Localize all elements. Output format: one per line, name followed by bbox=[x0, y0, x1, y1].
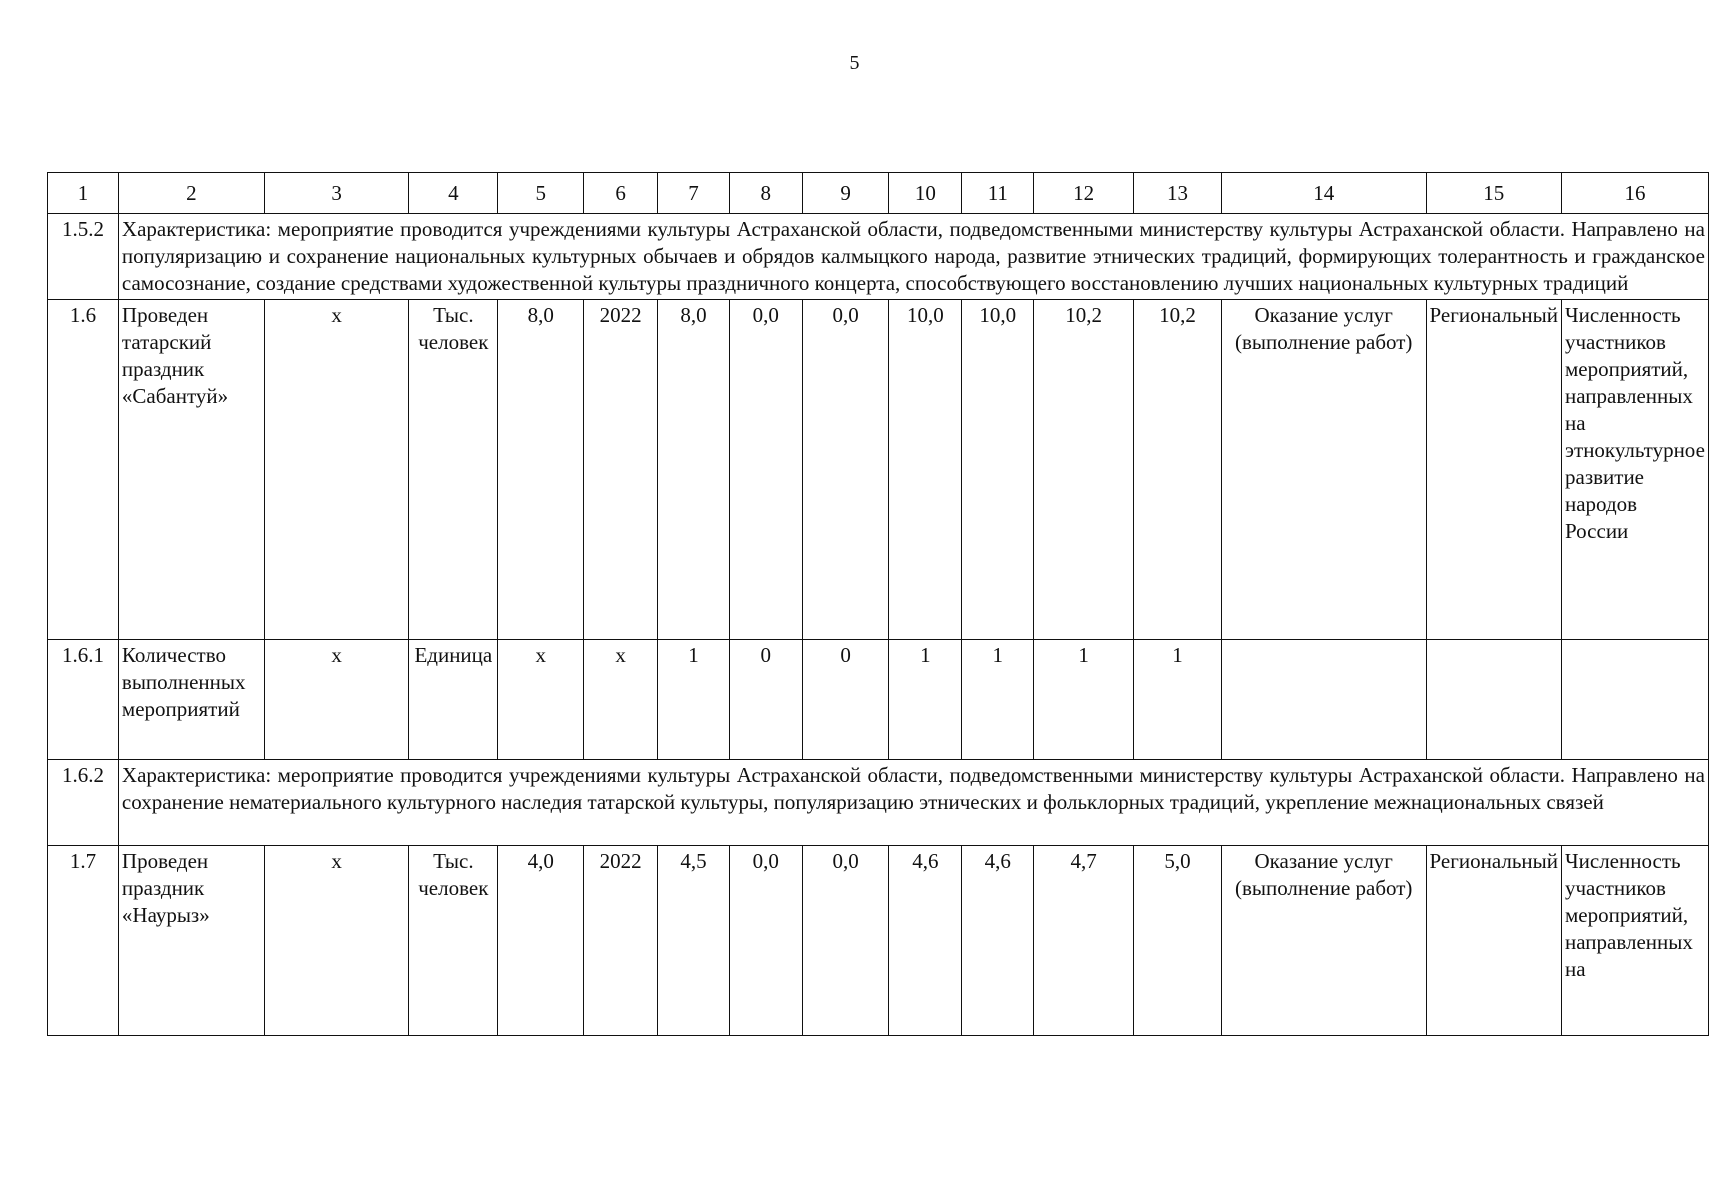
cell-col3: х bbox=[264, 640, 409, 760]
event-name: Проведен татарский праздник «Сабантуй» bbox=[118, 300, 264, 640]
unit-cell: Тыс. человек bbox=[409, 300, 498, 640]
characteristic-row bbox=[48, 760, 1709, 846]
row-number: 1.5.2 bbox=[48, 214, 119, 300]
characteristic-text: Характеристика: мероприятие проводится учреждениями культуры Астраханской области, подведомственными министерству культуры Астраханской области. Направлено на сохранение нематериального культурного наследия татарской культуры, популяризацию этнических и фольклорных традиций, укрепление межнациональных связей bbox=[118, 760, 1708, 846]
cell-col5: х bbox=[498, 640, 584, 760]
cell-col5: 8,0 bbox=[498, 300, 584, 640]
event-name: Количество выполненных мероприятий bbox=[118, 640, 264, 760]
column-number-header-row bbox=[48, 173, 1709, 214]
header-cell: 4 bbox=[409, 173, 498, 214]
page-number: 5 bbox=[849, 52, 860, 74]
header-cell: 7 bbox=[658, 173, 730, 214]
cell-col13: 1 bbox=[1134, 640, 1222, 760]
indicators-table bbox=[47, 172, 1709, 1036]
unit-cell: Единица bbox=[409, 640, 498, 760]
header-cell: 13 bbox=[1134, 173, 1222, 214]
cell-col7: 4,5 bbox=[658, 846, 730, 1036]
header-cell: 6 bbox=[584, 173, 658, 214]
cell-col8: 0,0 bbox=[729, 300, 802, 640]
header-cell: 10 bbox=[889, 173, 962, 214]
unit-cell: Тыс. человек bbox=[409, 846, 498, 1036]
cell-col11: 10,0 bbox=[962, 300, 1034, 640]
cell-col3: х bbox=[264, 846, 409, 1036]
cell-col6: 2022 bbox=[584, 300, 658, 640]
cell-col10: 1 bbox=[889, 640, 962, 760]
cell-col12: 10,2 bbox=[1034, 300, 1134, 640]
header-cell: 14 bbox=[1221, 173, 1426, 214]
indicator-cell bbox=[1562, 640, 1709, 760]
header-cell: 9 bbox=[802, 173, 889, 214]
characteristic-text: Характеристика: мероприятие проводится учреждениями культуры Астраханской области, подведомственными министерству культуры Астраханской области. Направлено на популяризацию и сохранение национальных культурных обычаев и обрядов калмыцкого народа, развитие этнических традиций, формирующих толерантность и гражданское самосознание, создание средствами художественной культуры праздничного концерта, способствующего восстановлению лучших национальных культурных традиций bbox=[118, 214, 1708, 300]
indicator-cell: Численность участников мероприятий, направленных на этнокультурное развитие народов России bbox=[1562, 300, 1709, 640]
cell-col10: 4,6 bbox=[889, 846, 962, 1036]
cell-col9: 0,0 bbox=[802, 300, 889, 640]
cell-col11: 1 bbox=[962, 640, 1034, 760]
indicator-cell: Численность участников мероприятий, направленных на bbox=[1562, 846, 1709, 1036]
header-cell: 15 bbox=[1426, 173, 1561, 214]
header-cell: 1 bbox=[48, 173, 119, 214]
table-row bbox=[48, 640, 1709, 760]
cell-col11: 4,6 bbox=[962, 846, 1034, 1036]
cell-col8: 0,0 bbox=[729, 846, 802, 1036]
row-number: 1.6.1 bbox=[48, 640, 119, 760]
service-type-cell: Оказание услуг (выполнение работ) bbox=[1221, 300, 1426, 640]
cell-col7: 8,0 bbox=[658, 300, 730, 640]
cell-col3: х bbox=[264, 300, 409, 640]
table-row bbox=[48, 846, 1709, 1036]
cell-col12: 4,7 bbox=[1034, 846, 1134, 1036]
table-row bbox=[48, 300, 1709, 640]
cell-col13: 10,2 bbox=[1134, 300, 1222, 640]
row-number: 1.6.2 bbox=[48, 760, 119, 846]
header-cell: 16 bbox=[1562, 173, 1709, 214]
row-number: 1.6 bbox=[48, 300, 119, 640]
cell-col10: 10,0 bbox=[889, 300, 962, 640]
header-cell: 11 bbox=[962, 173, 1034, 214]
level-cell: Региональный bbox=[1426, 846, 1561, 1036]
service-type-cell bbox=[1221, 640, 1426, 760]
cell-col6: 2022 bbox=[584, 846, 658, 1036]
cell-col7: 1 bbox=[658, 640, 730, 760]
cell-col5: 4,0 bbox=[498, 846, 584, 1036]
row-number: 1.7 bbox=[48, 846, 119, 1036]
service-type-cell: Оказание услуг (выполнение работ) bbox=[1221, 846, 1426, 1036]
cell-col12: 1 bbox=[1034, 640, 1134, 760]
header-cell: 8 bbox=[729, 173, 802, 214]
header-cell: 12 bbox=[1034, 173, 1134, 214]
cell-col9: 0 bbox=[802, 640, 889, 760]
level-cell bbox=[1426, 640, 1561, 760]
header-cell: 2 bbox=[118, 173, 264, 214]
event-name: Проведен праздник «Наурыз» bbox=[118, 846, 264, 1036]
cell-col9: 0,0 bbox=[802, 846, 889, 1036]
cell-col8: 0 bbox=[729, 640, 802, 760]
header-cell: 5 bbox=[498, 173, 584, 214]
header-cell: 3 bbox=[264, 173, 409, 214]
level-cell: Региональный bbox=[1426, 300, 1561, 640]
cell-col13: 5,0 bbox=[1134, 846, 1222, 1036]
cell-col6: х bbox=[584, 640, 658, 760]
characteristic-row bbox=[48, 214, 1709, 300]
